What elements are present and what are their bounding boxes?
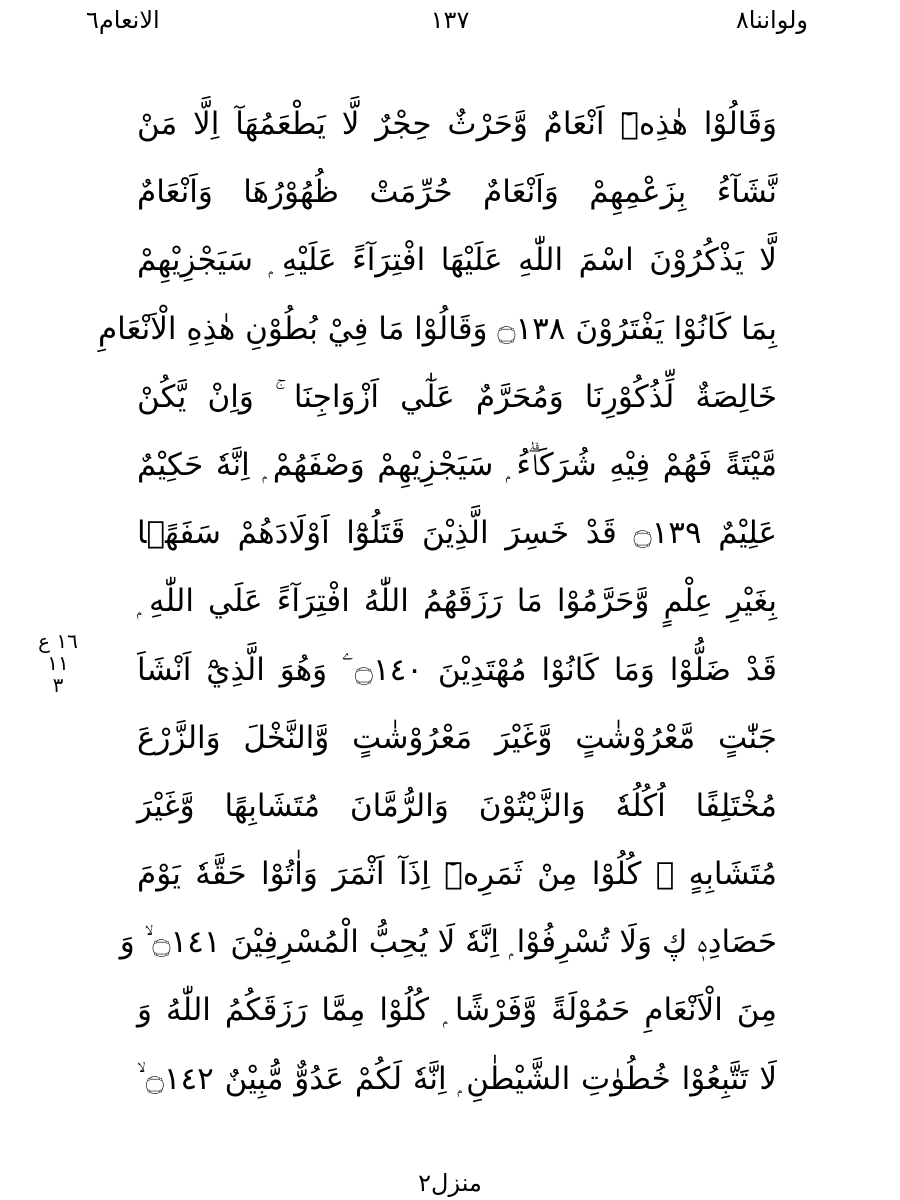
verse-line-10: جَنّٰتٍ مَّعْرُوْشٰتٍ وَّغَيْرَ مَعْرُوْشٰتٍ وَّالنَّخْلَ وَالزَّرْعَ xyxy=(137,719,777,756)
verse-line-2: نَّشَآءُ بِزَعْمِهِمْ وَاَنْعَامٌ حُرِّمَتْ ظُهُوْرُهَا وَاَنْعَامٌ xyxy=(137,174,777,211)
verse-line-6: مَّيْتَةً فَهُمْ فِيْهِ شُرَكَاۗءُ ۭ سَيَجْزِيْهِمْ وَصْفَهُمْ ۭ اِنَّهٗ حَكِيْمٌ xyxy=(137,446,777,483)
verse-line-5: خَالِصَةٌ لِّذُكُوْرِنَا وَمُحَرَّمٌ عَلٰٓي اَزْوَاجِنَا ۚ وَاِنْ يَّكُنْ xyxy=(137,378,777,415)
verse-line-1: وَقَالُوْا هٰذِهٖٓ اَنْعَامٌ وَّحَرْثٌ حِجْرٌ لَّا يَطْعَمُهَآ اِلَّا مَنْ xyxy=(137,106,777,142)
verse-line-4: بِمَا كَانُوْا يَفْتَرُوْنَ ۝١٣٨ وَقَالُوْا مَا فِيْ بُطُوْنِ هٰذِهِ الْاَنْعَامِ xyxy=(97,310,777,347)
ruku-marker xyxy=(28,630,88,700)
quran-text-block xyxy=(97,90,777,1113)
ruku-marker-line-1: ١٦ ع xyxy=(38,629,78,653)
verse-line-14: مِنَ الْاَنْعَامِ حَمُوْلَةً وَّفَرْشًا ۭ كُلُوْا مِمَّا رَزَقَكُمُ اللّٰهُ وَ xyxy=(137,992,777,1029)
page-number: ١٣٧ xyxy=(430,6,470,34)
verse-line-12: مُتَشَابِهٍ ۭ كُلُوْا مِنْ ثَمَرِهٖٓ اِذَآ اَثْمَرَ وَاٰتُوْا حَقَّهٗ يَوْمَ xyxy=(137,856,777,893)
ruku-marker-line-3: ٣ xyxy=(52,673,64,697)
verse-line-7: عَلِيْمٌ ۝١٣٩ قَدْ خَسِرَ الَّذِيْنَ قَتَلُوْٓا اَوْلَادَهُمْ سَفَهًۢا xyxy=(137,515,777,552)
ruku-marker-line-2: ١١ xyxy=(47,651,69,675)
surah-name: الانعام٦ xyxy=(86,6,160,34)
verse-line-3: لَّا يَذْكُرُوْنَ اسْمَ اللّٰهِ عَلَيْهَا افْتِرَآءً عَلَيْهِ ۭ سَيَجْزِيْهِمْ xyxy=(137,242,777,279)
verse-line-8: بِغَيْرِ عِلْمٍ وَّحَرَّمُوْا مَا رَزَقَهُمُ اللّٰهُ افْتِرَآءً عَلَي اللّٰهِ ۭ xyxy=(137,583,777,620)
manzil-label: منزل٢ xyxy=(418,1169,482,1197)
para-name: ولواننا٨ xyxy=(735,6,808,34)
verse-line-13: حَصَادِهٖ ڮ وَلَا تُسْرِفُوْا ۭ اِنَّهٗ لَا يُحِبُّ الْمُسْرِفِيْنَ ۝١٤١ ۙ وَ xyxy=(119,924,777,961)
verse-line-9: قَدْ ضَلُّوْا وَمَا كَانُوْا مُهْتَدِيْنَ ۝١٤٠ ۧ وَهُوَ الَّذِيْٓ اَنْشَاَ xyxy=(137,651,777,688)
verse-line-11: مُخْتَلِفًا اُكُلُهٗ وَالزَّيْتُوْنَ وَالرُّمَّانَ مُتَشَابِهًا وَّغَيْرَ xyxy=(137,787,777,824)
verse-line-15: لَا تَتَّبِعُوْا خُطُوٰتِ الشَّيْطٰنِ ۭ اِنَّهٗ لَكُمْ عَدُوٌّ مُّبِيْنٌ ۝١٤٢ ۙ xyxy=(137,1060,777,1097)
